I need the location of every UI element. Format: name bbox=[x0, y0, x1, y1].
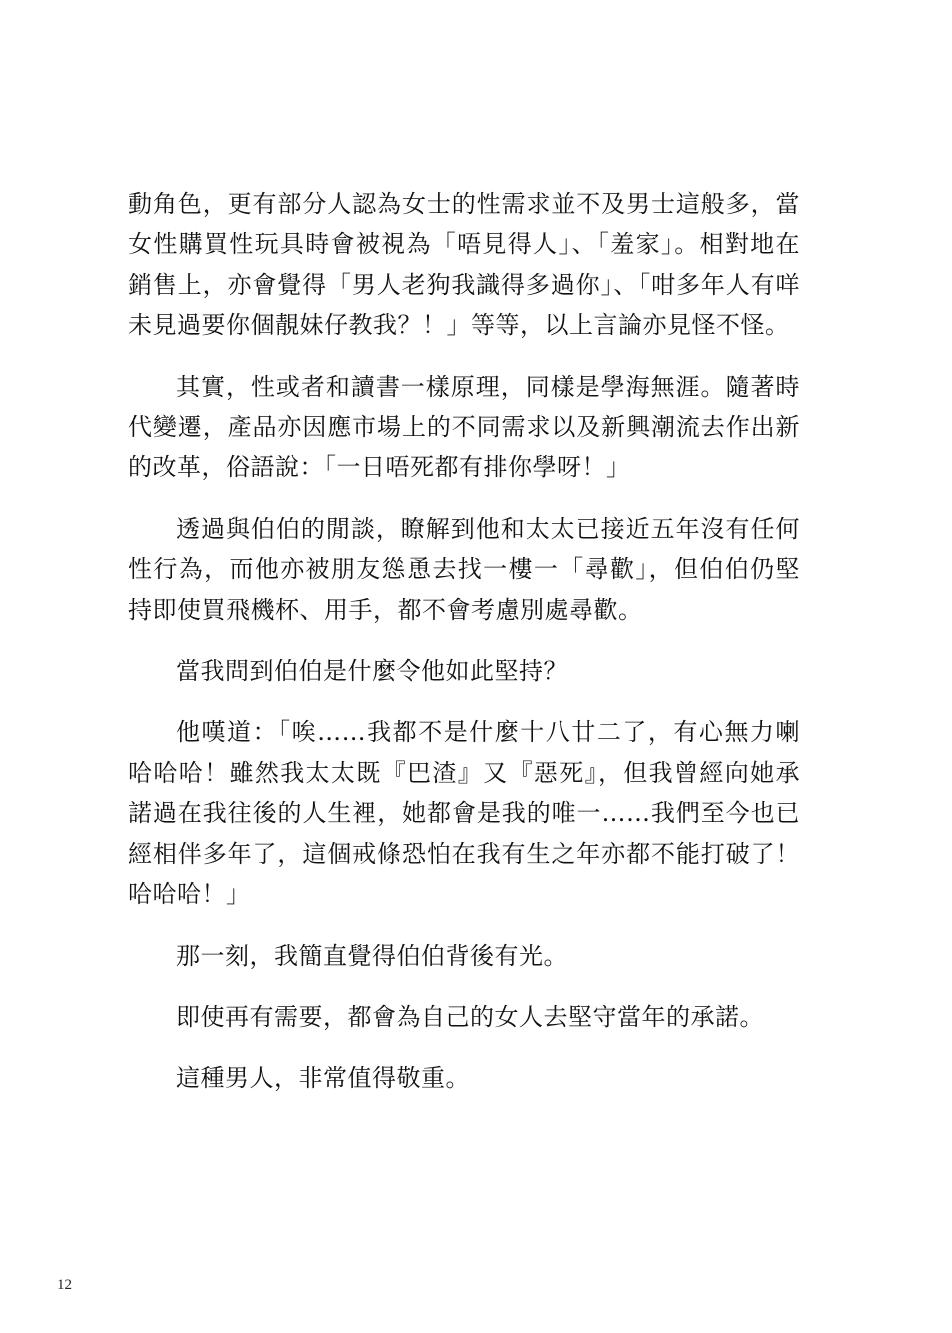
body-text bbox=[128, 184, 800, 1120]
paragraph: 當我問到伯伯是什麼令他如此堅持？ bbox=[176, 657, 568, 686]
paragraph: 那一刻，我簡直覺得伯伯背後有光。 bbox=[176, 941, 568, 970]
paragraph: 其實，性或者和讀書一樣原理，同樣是學海無涯。隨著時代變遷，產品亦因應市場上的不同需求以及新興潮流去作出新的改革，俗語說：「一日唔死都有排你學呀！」 bbox=[128, 372, 800, 482]
page-number: 12 bbox=[57, 1277, 72, 1293]
paragraph: 這種男人，非常值得敬重。 bbox=[176, 1064, 470, 1093]
paragraph-continued: 動角色，更有部分人認為女士的性需求並不及男士這般多，當女性購買性玩具時會被視為「唔見得人」、「羞家」。相對地在銷售上，亦會覺得「男人老狗我識得多過你」、「咁多年人有咩未見過要你個靚妹仔教我？！」等等，以上言論亦見怪不怪。 bbox=[128, 190, 800, 340]
paragraph: 透過與伯伯的閒談，瞭解到他和太太已接近五年沒有任何性行為，而他亦被朋友慫恿去找一樓一「尋歡」，但伯伯仍堅持即使買飛機杯、用手，都不會考慮別處尋歡。 bbox=[128, 514, 800, 624]
paragraph: 即使再有需要，都會為自己的女人去堅守當年的承諾。 bbox=[176, 1002, 764, 1031]
paragraph-quote: 他嘆道：「唉……我都不是什麼十八廿二了，有心無力喇哈哈哈！雖然我太太既『巴渣』又『惡死』，但我曾經向她承諾過在我往後的人生裡，她都會是我的唯一……我們至今也已經相伴多年了，這個戒條恐怕在我有生之年亦都不能打破了！哈哈哈！」 bbox=[128, 718, 800, 909]
